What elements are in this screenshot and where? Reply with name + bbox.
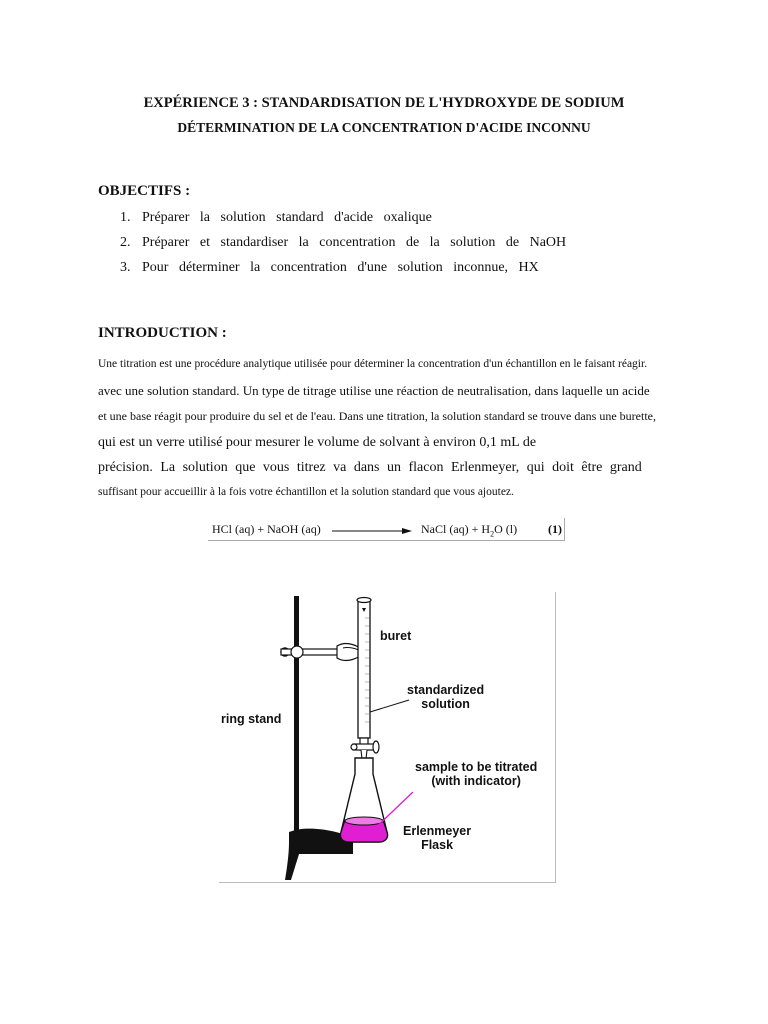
intro-line-6: suffisant pour accueillir à la fois votre échantillon et la solution standard que vous ajoutez.	[98, 486, 514, 498]
standardized-solution-label: standardized solution	[407, 683, 485, 711]
erlenmeyer-flask-label: Erlenmeyer Flask	[403, 824, 472, 852]
list-item: 2. Préparer et standardiser la concentration de la solution de NaOH	[120, 235, 567, 250]
intro-line-2: avec une solution standard. Un type de titrage utilise une réaction de neutralisation, dans laquelle un acide	[98, 383, 650, 398]
buret-label: buret	[380, 629, 412, 643]
objectives-heading: OBJECTIFS :	[98, 183, 191, 199]
intro-line-4: qui est un verre utilisé pour mesurer le volume de solvant à environ 0,1 mL de	[98, 435, 537, 450]
ring-stand-label: ring stand	[221, 712, 282, 726]
equation-products: NaCl $(aq) + H_2O$ (l)	[421, 522, 518, 539]
titration-figure	[219, 592, 556, 883]
reaction-arrow-icon	[332, 527, 412, 535]
list-item: 1. Préparer la solution standard d'acide oxalique	[120, 210, 432, 225]
equation-reactants: HCl (aq) + NaOH (aq)	[212, 522, 321, 536]
document-subtitle: DÉTERMINATION DE LA CONCENTRATION D'ACIDE INCONNU	[177, 120, 591, 135]
equation-number: (1)	[548, 522, 562, 536]
intro-line-5: précision. La solution que vous titrez va dans un flacon Erlenmeyer, qui doit être grand	[98, 460, 642, 475]
introduction-heading: INTRODUCTION :	[98, 325, 227, 341]
objectives-list	[120, 210, 566, 285]
intro-line-1: Une titration est une procédure analytique utilisée pour déterminer la concentration d'un échantillon en le faisant réagir.	[98, 358, 648, 370]
intro-line-3: et une base réagit pour produire du sel et de l'eau. Dans une titration, la solution standard se trouve dans une burette,	[98, 409, 656, 423]
document-title: EXPÉRIENCE 3 : STANDARDISATION DE L'HYDROXYDE DE SODIUM	[143, 95, 625, 111]
sample-label: sample to be titrated (with indicator)	[415, 760, 538, 788]
reaction-equation	[208, 518, 565, 541]
list-item: 3. Pour déterminer la concentration d'une solution inconnue, HX	[120, 260, 539, 275]
